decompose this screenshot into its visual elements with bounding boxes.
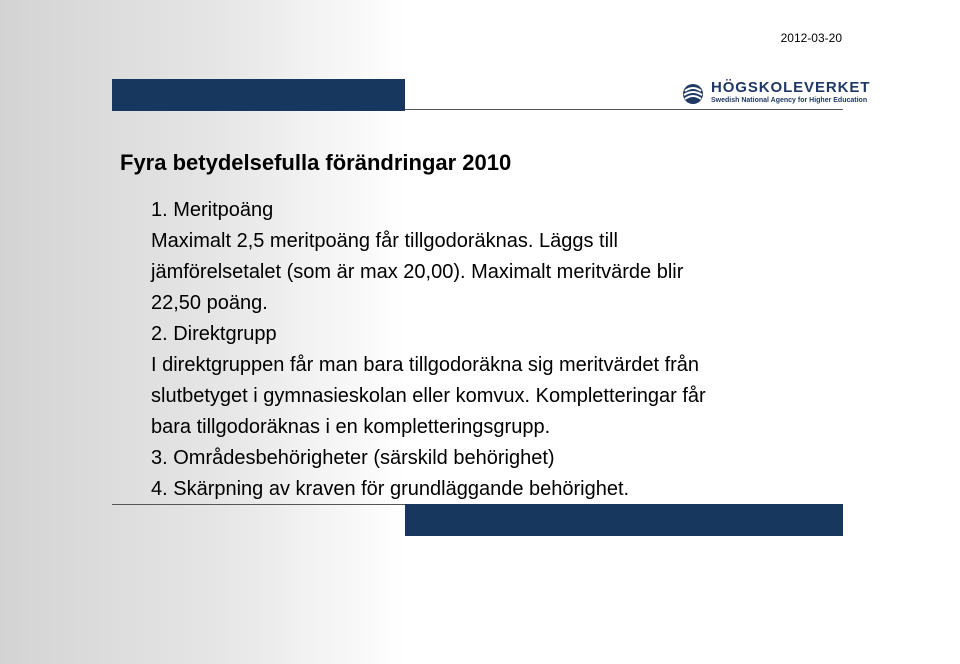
slide-date: 2012-03-20 — [780, 31, 842, 45]
body-line: I direktgruppen får man bara tillgodoräkna sig meritvärdet från — [151, 354, 700, 376]
footer-divider-line — [112, 504, 405, 505]
header-accent-bar — [112, 79, 405, 111]
body-line: jämförelsetalet (som är max 20,00). Maximalt meritvärde blir — [151, 261, 684, 283]
body-line: 22,50 poäng. — [151, 292, 268, 314]
body-line: bara tillgodoräknas i en kompletteringsgrupp. — [151, 416, 551, 438]
body-line: 1. Meritpoäng — [151, 199, 274, 221]
body-line: 4. Skärpning av kraven för grundläggande behörighet. — [151, 478, 630, 500]
body-line: 2. Direktgrupp — [151, 323, 277, 345]
globe-logo-icon — [682, 81, 704, 107]
slide-body — [151, 195, 851, 505]
footer-accent-bar — [405, 504, 843, 536]
logo-tagline: Swedish National Agency for Higher Education — [711, 97, 868, 104]
header-divider-line — [405, 109, 843, 110]
body-line: Maximalt 2,5 meritpoäng får tillgodoräknas. Läggs till — [151, 230, 618, 252]
body-line: 3. Områdesbehörigheter (särskild behörighet) — [151, 447, 555, 469]
hogskoleverket-logo — [679, 79, 871, 107]
body-line: slutbetyget i gymnasieskolan eller komvux. Kompletteringar får — [151, 385, 706, 407]
logo-name: HÖGSKOLEVERKET — [711, 79, 871, 96]
slide-title: Fyra betydelsefulla förändringar 2010 — [120, 150, 512, 175]
